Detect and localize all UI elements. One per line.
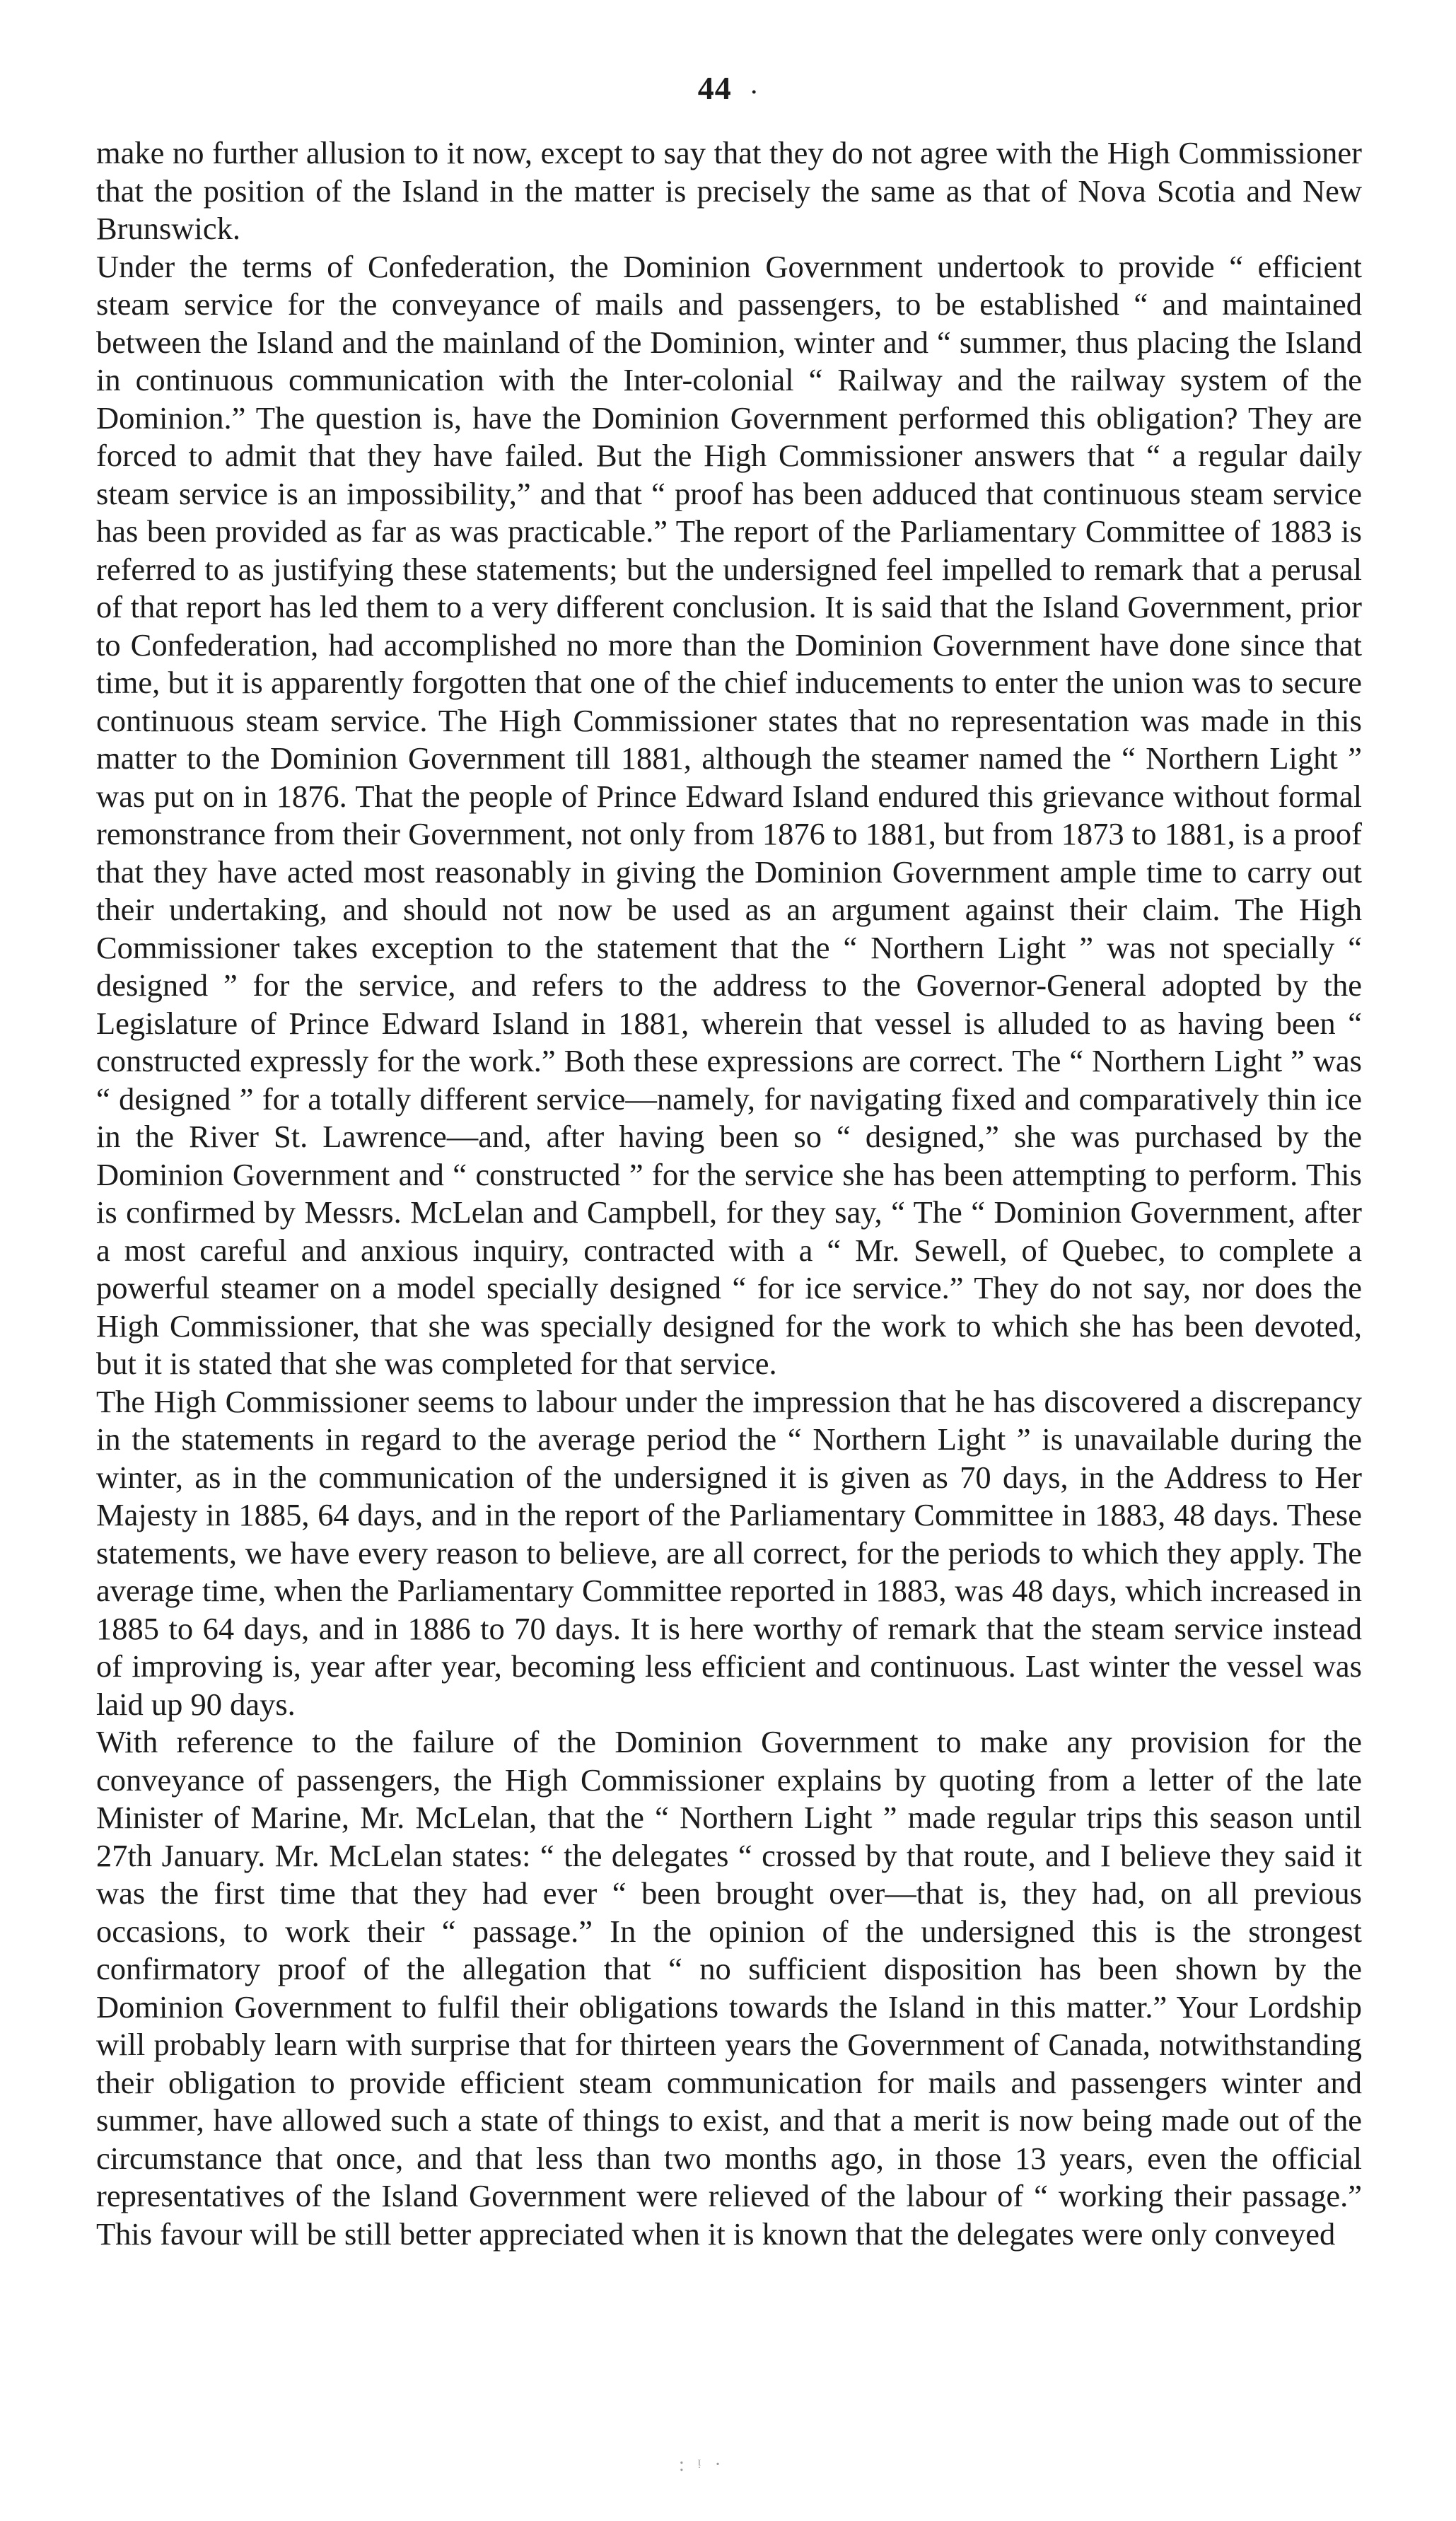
paragraph-2: Under the terms of Confederation, the Dominion Government undertook to provide “ efficient steam service for the conveyance of mails and passengers, to be established “ and maintained between the Island and the mainland of the Dominion, winter and “ summer, thus placing the Island in continuous communication with the Inter-colonial “ Railway and the railway system of the Dominion.” The question is, have the Dominion Government performed this obligation? They are forced to admit that they have failed. But the High Commissioner answers that “ a regular daily steam service is an impossibility,” and that “ proof has been adduced that continuous steam service has been provided as far as was practicable.” The report of the Parliamentary Committee of 1883 is referred to as justifying these statements; but the undersigned feel impelled to remark that a perusal of that report has led them to a very different conclusion. It is said that the Island Government, prior to Confederation, had accomplished no more than the Dominion Government have done since that time, but it is apparently forgotten that one of the chief inducements to enter the union was to secure continuous steam service. The High Commissioner states that no representation was made in this matter to the Dominion Government till 1881, although the steamer named the “ Northern Light ” was put on in 1876. That the people of Prince Edward Island endured this grievance without formal remonstrance from their Government, not only from 1876 to 1881, but from 1873 to 1881, is a proof that they have acted most reasonably in giving the Dominion Government ample time to carry out their undertaking, and should not now be used as an argument against their claim. The High Commissioner takes exception to the statement that the “ Northern Light ” was not specially “ designed ” for the service, and refers to the address to the Governor-General adopted by the Legislature of Prince Edward Island in 1881, wherein that vessel is alluded to as having been “ constructed expressly for the work.” Both these expressions are correct. The “ Northern Light ” was “ designed ” for a totally different service—namely, for navigating fixed and comparatively thin ice in the River St. Lawrence—and, after having been so “ designed,” she was purchased by the Dominion Government and “ constructed ” for the service she has been attempting to perform. This is confirmed by Messrs. McLelan and Campbell, for they say, “ The “ Dominion Government, after a most careful and anxious inquiry, contracted with a “ Mr. Sewell, of Quebec, to complete a powerful steamer on a model specially designed “ for ice service.” They do not say, nor does the High Commissioner, that she was specially designed for the work to which she has been devoted, but it is stated that she was completed for that service.: [96, 248, 1362, 1381]
footer-marks: : ᵎ ·: [679, 2454, 726, 2476]
paragraph-4: With reference to the failure of the Dominion Government to make any provision for the conveyance of passengers, the High Commissioner explains by quoting from a letter of the late Minister of Marine, Mr. McLelan, that the “ Northern Light ” made regular trips this season until 27th January. Mr. McLelan states: “ the delegates “ crossed by that route, and I believe they said it was the first time that they had ever “ been brought over—that is, they had, on all previous occasions, to work their “ passage.” In the opinion of the undersigned this is the strongest confirmatory proof of the allegation that “ no sufficient disposition has been shown by the Dominion Government to fulfil their obligations towards the Island in this matter.” Your Lordship will probably learn with surprise that for thirteen years the Government of Canada, notwithstanding their obligation to provide efficient steam communication for mails and passengers winter and summer, have allowed such a state of things to exist, and that a merit is now being made out of the circumstance that once, and that less than two months ago, in those 13 years, even the official representatives of the Island Government were relieved of the labour of “ working their passage.” This favour will be still better appreciated when it is known that the delegates were only conveyed: [96, 1724, 1362, 2252]
body-text: [96, 134, 1362, 2253]
page-number-text: 44: [697, 70, 732, 106]
paragraph-1: make no further allusion to it now, except to say that they do not agree with the High Commissioner that the position of the Island in the matter is precisely the same as that of Nova Scotia and New Brunswick.: [96, 135, 1362, 246]
paragraph-3: The High Commissioner seems to labour under the impression that he has discovered a discrepancy in the statements in regard to the average period the “ Northern Light ” is unavailable during the winter, as in the communication of the undersigned it is given as 70 days, in the Address to Her Majesty in 1885, 64 days, and in the report of the Parliamentary Committee in 1883, 48 days. These statements, we have every reason to believe, are all correct, for the periods to which they apply. The average time, when the Parliamentary Committee reported in 1883, was 48 days, which increased in 1885 to 64 days, and in 1886 to 70 days. It is here worthy of remark that the steam service instead of improving is, year after year, becoming less efficient and continuous. Last winter the vessel was laid up 90 days.: [96, 1383, 1362, 1722]
page-number: [0, 69, 1456, 107]
stray-mark: ·: [750, 81, 759, 104]
